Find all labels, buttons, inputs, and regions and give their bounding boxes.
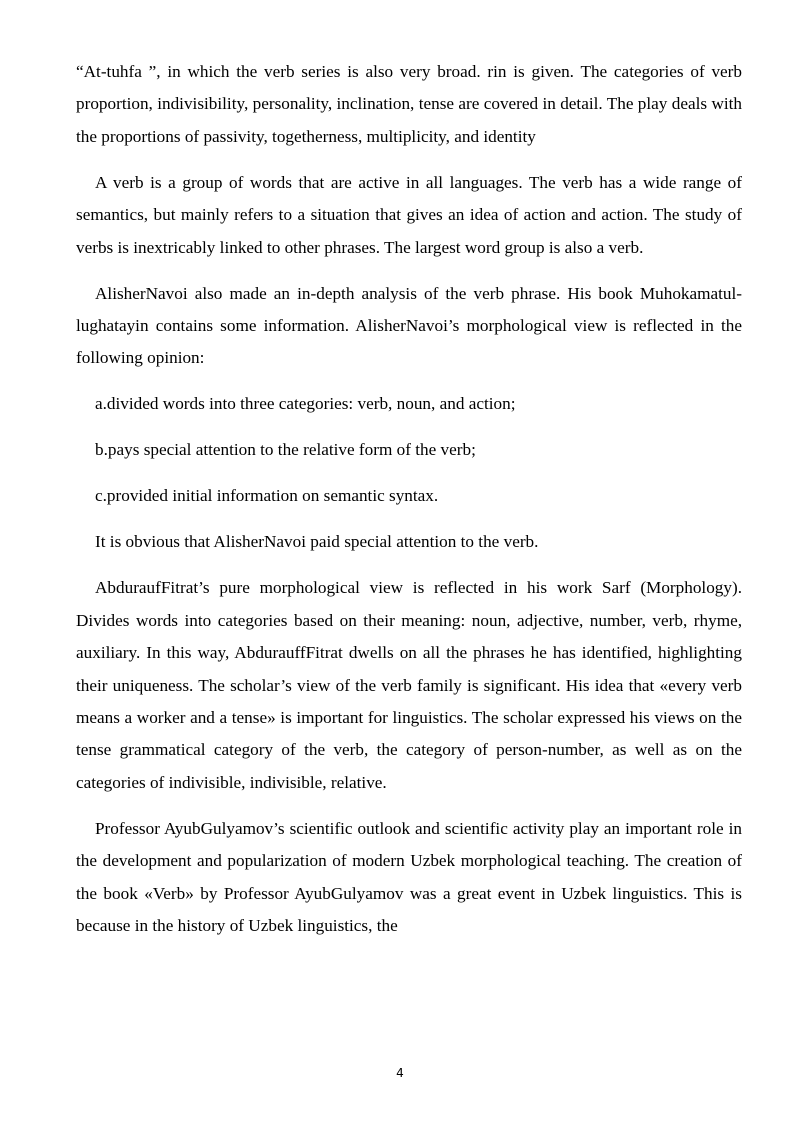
list-item-c: c.provided initial information on semantic syntax. — [95, 486, 439, 506]
paragraph-at-tuhfa: “At-tuhfa ”, in which the verb series is also very broad. rin is given. The categories of verb proportion, indivisibility, personality, inclination, tense are covered in detail. The play deals with the proportions of passivity, togetherness, multiplicity, and identity — [76, 62, 742, 146]
list-item-a: a.divided words into three categories: verb, noun, and action; — [95, 394, 516, 414]
paragraph-navoi-conclusion: It is obvious that AlisherNavoi paid special attention to the verb. — [95, 532, 539, 552]
paragraph-gulyamov: Professor AyubGulyamov’s scientific outlook and scientific activity play an important role in the development and popularization of modern Uzbek morphological teaching. The creation of the book «Verb» by Professor AyubGulyamov was a great event in Uzbek linguistics. This is because in the history of Uzbek linguistics, the — [76, 818, 742, 936]
page-number: 4 — [396, 1066, 404, 1080]
paragraph-fitrat: AbduraufFitrat’s pure morphological view is reflected in his work Sarf (Morphology). Divides words into categories based on their meaning: noun, adjective, number, verb, rhyme, auxiliary. In this way, AbdurauffFitrat dwells on all the phrases he has identified, highlighting their uniqueness. The scholar’s view of the verb family is significant. His idea that «every verb means a worker and a tense» is important for linguistics. The scholar expressed his views on the tense grammatical category of the verb, the category of person-number, as well as on the categories of indivisible, indivisible, relative. — [76, 578, 742, 792]
paragraph-alishernavoi: AlisherNavoi also made an in-depth analysis of the verb phrase. His book Muhokamatul-lughatayin contains some information. AlisherNavoi’s morphological view is reflected in the following opinion: — [76, 283, 742, 368]
body-text — [76, 56, 742, 956]
list-item-b: b.pays special attention to the relative form of the verb; — [95, 440, 476, 460]
paragraph-verb-definition: A verb is a group of words that are active in all languages. The verb has a wide range of semantics, but mainly refers to a situation that gives an idea of action and action. The study of verbs is inextricably linked to other phrases. The largest word group is also a verb. — [76, 172, 742, 257]
